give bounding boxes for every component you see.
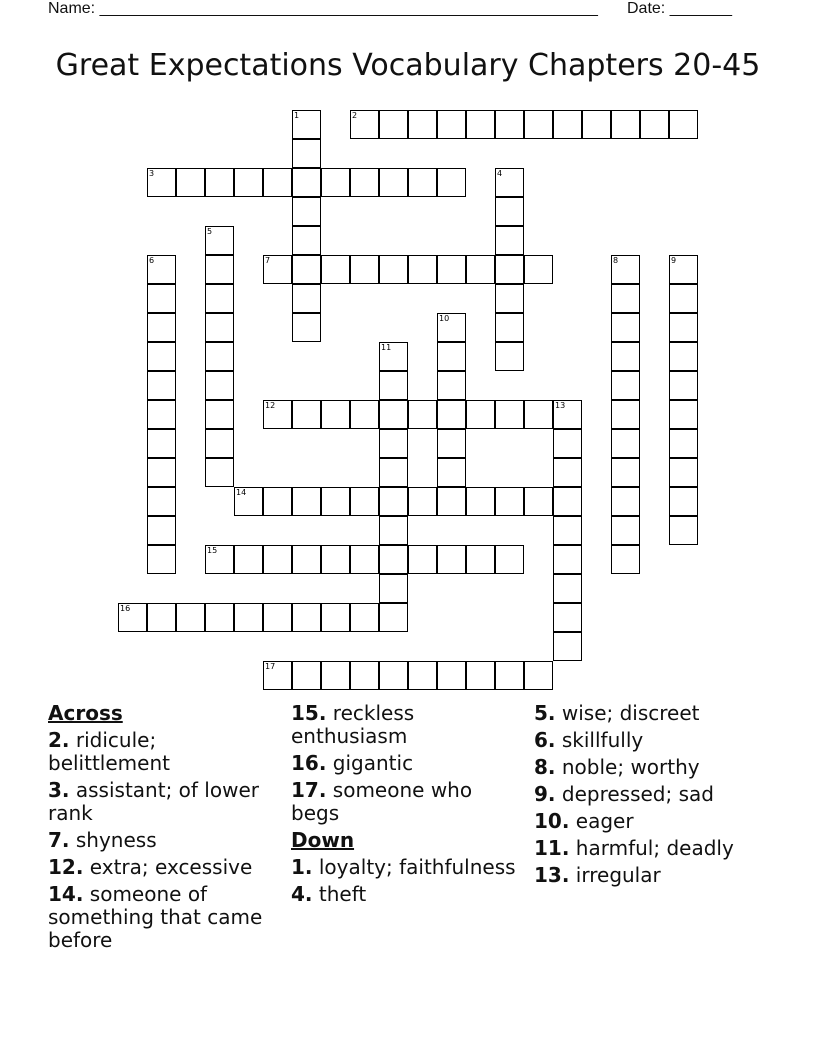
grid-cell[interactable] [147,371,176,400]
clue-across-3: 3. assistant; of lower rank [48,778,259,825]
grid-cell[interactable] [495,226,524,255]
grid-cell[interactable] [205,168,234,197]
grid-cell[interactable] [495,197,524,226]
grid-cell[interactable] [234,545,263,574]
grid-cell[interactable] [263,603,292,632]
grid-cell[interactable] [437,545,466,574]
grid-cell[interactable] [350,545,379,574]
across-heading: Across [48,701,123,725]
grid-cell[interactable] [495,661,524,690]
clue-number-label: 2 [352,111,358,120]
grid-cell[interactable] [611,545,640,574]
grid-cell[interactable] [553,545,582,574]
grid-cell[interactable] [495,284,524,313]
clue-down-9: 9. depressed; sad [534,782,714,806]
clues-column-2 [291,702,521,910]
grid-cell[interactable] [292,168,321,197]
grid-cell[interactable] [263,487,292,516]
grid-cell[interactable] [611,313,640,342]
grid-cell[interactable] [263,545,292,574]
grid-cell[interactable] [408,110,437,139]
clue-across-14: 14. someone of something that came before [48,882,263,952]
grid-cell[interactable] [495,487,524,516]
grid-cell[interactable] [553,429,582,458]
grid-cell[interactable] [147,545,176,574]
grid-cell[interactable] [176,603,205,632]
clue-number-label: 9 [671,256,677,265]
clue-number-label: 11 [381,343,392,352]
grid-cell[interactable] [321,603,350,632]
grid-cell[interactable] [379,110,408,139]
grid-cell[interactable] [611,429,640,458]
grid-cell[interactable] [205,429,234,458]
grid-cell[interactable] [466,400,495,429]
grid-cell[interactable] [466,545,495,574]
grid-cell[interactable] [466,255,495,284]
grid-cell[interactable] [147,458,176,487]
grid-cell[interactable] [437,429,466,458]
grid-cell[interactable] [147,284,176,313]
grid-cell[interactable] [640,110,669,139]
grid-cell[interactable] [408,168,437,197]
clue-number-label: 17 [265,662,276,671]
clues-column-3 [534,702,774,891]
grid-cell[interactable] [321,545,350,574]
clue-number-label: 13 [555,401,566,410]
grid-cell[interactable] [524,400,553,429]
grid-cell[interactable] [321,487,350,516]
grid-cell[interactable] [379,545,408,574]
grid-cell[interactable] [669,313,698,342]
grid-cell[interactable] [495,313,524,342]
grid-cell[interactable] [495,400,524,429]
clue-down-4: 4. theft [291,882,367,906]
clue-number-label: 8 [613,256,619,265]
grid-cell[interactable] [524,110,553,139]
grid-cell[interactable] [292,284,321,313]
grid-cell[interactable] [350,168,379,197]
grid-cell[interactable] [437,371,466,400]
clue-down-6: 6. skillfully [534,728,644,752]
grid-cell[interactable] [292,545,321,574]
name-field[interactable]: Name: ________________________________________________________ [48,0,598,17]
grid-cell[interactable] [292,661,321,690]
grid-cell[interactable] [524,487,553,516]
grid-cell[interactable] [292,603,321,632]
clue-number-label: 1 [294,111,300,120]
grid-cell[interactable] [176,168,205,197]
grid-cell[interactable] [611,516,640,545]
grid-cell[interactable] [553,110,582,139]
grid-cell[interactable] [669,342,698,371]
grid-cell[interactable] [292,197,321,226]
grid-cell[interactable] [437,661,466,690]
grid-cell[interactable] [437,168,466,197]
grid-cell[interactable] [669,487,698,516]
grid-cell[interactable] [611,458,640,487]
grid-cell[interactable] [553,458,582,487]
grid-cell[interactable] [379,429,408,458]
grid-cell[interactable] [524,661,553,690]
grid-cell[interactable] [379,516,408,545]
grid-cell[interactable] [350,255,379,284]
grid-cell[interactable] [408,545,437,574]
page-title: Great Expectations Vocabulary Chapters 20-45 [55,48,761,83]
grid-cell[interactable] [437,487,466,516]
grid-cell[interactable] [553,603,582,632]
grid-cell[interactable] [321,400,350,429]
grid-cell[interactable] [669,458,698,487]
grid-cell[interactable] [350,400,379,429]
grid-cell[interactable] [379,458,408,487]
grid-cell[interactable] [611,371,640,400]
grid-cell[interactable] [350,661,379,690]
clue-number-label: 7 [265,256,271,265]
grid-cell[interactable] [611,342,640,371]
clue-number-label: 4 [497,169,503,178]
grid-cell[interactable] [669,110,698,139]
clue-across-7: 7. shyness [48,828,157,852]
grid-cell[interactable] [263,168,292,197]
grid-cell[interactable] [147,487,176,516]
grid-cell[interactable] [379,661,408,690]
grid-cell[interactable] [292,313,321,342]
grid-cell[interactable] [147,342,176,371]
grid-cell[interactable] [553,516,582,545]
grid-cell[interactable] [147,429,176,458]
clue-down-10: 10. eager [534,809,634,833]
grid-cell[interactable] [408,661,437,690]
grid-cell[interactable] [321,168,350,197]
clue-down-1: 1. loyalty; faithfulness [291,855,516,879]
grid-cell[interactable] [379,574,408,603]
grid-cell[interactable] [495,342,524,371]
grid-cell[interactable] [379,371,408,400]
clues-column-1 [48,702,280,956]
grid-cell[interactable] [292,255,321,284]
clue-across-16: 16. gigantic [291,751,414,775]
grid-cell[interactable] [205,400,234,429]
grid-cell[interactable] [292,139,321,168]
clue-number-label: 6 [149,256,155,265]
grid-cell[interactable] [321,255,350,284]
clue-number-label: 10 [439,314,450,323]
grid-cell[interactable] [350,487,379,516]
grid-cell[interactable] [408,400,437,429]
grid-cell[interactable] [379,487,408,516]
grid-cell[interactable] [350,603,379,632]
grid-cell[interactable] [408,255,437,284]
grid-cell[interactable] [437,255,466,284]
grid-cell[interactable] [292,226,321,255]
clue-across-17: 17. someone who begs [291,778,473,825]
grid-cell[interactable] [669,284,698,313]
grid-cell[interactable] [205,342,234,371]
clue-down-5: 5. wise; discreet [534,701,700,725]
grid-cell[interactable] [408,487,437,516]
grid-cell[interactable] [205,371,234,400]
grid-cell[interactable] [495,255,524,284]
grid-cell[interactable] [437,400,466,429]
grid-cell[interactable] [437,458,466,487]
grid-cell[interactable] [524,255,553,284]
grid-cell[interactable] [205,313,234,342]
grid-cell[interactable] [466,661,495,690]
clue-across-15: 15. reckless enthusiasm [291,701,415,748]
grid-cell[interactable] [147,603,176,632]
grid-cell[interactable] [669,371,698,400]
date-field[interactable]: Date: _______ [627,0,732,17]
grid-cell[interactable] [553,574,582,603]
clue-across-2: 2. ridicule; belittlement [48,728,170,775]
clue-number-label: 15 [207,546,218,555]
grid-cell[interactable] [147,313,176,342]
grid-cell[interactable] [147,516,176,545]
grid-cell[interactable] [669,400,698,429]
grid-cell[interactable] [669,516,698,545]
grid-cell[interactable] [234,168,263,197]
grid-cell[interactable] [466,487,495,516]
grid-cell[interactable] [379,168,408,197]
grid-cell[interactable] [205,603,234,632]
grid-cell[interactable] [205,284,234,313]
grid-cell[interactable] [292,400,321,429]
grid-cell[interactable] [292,487,321,516]
grid-cell[interactable] [437,342,466,371]
grid-cell[interactable] [611,487,640,516]
grid-cell[interactable] [205,458,234,487]
grid-cell[interactable] [437,110,466,139]
grid-cell[interactable] [553,487,582,516]
grid-cell[interactable] [379,255,408,284]
clue-number-label: 5 [207,227,213,236]
grid-cell[interactable] [611,400,640,429]
clue-down-13: 13. irregular [534,863,661,887]
grid-cell[interactable] [611,110,640,139]
clue-number-label: 14 [236,488,247,497]
grid-cell[interactable] [379,603,408,632]
grid-cell[interactable] [321,661,350,690]
clue-down-8: 8. noble; worthy [534,755,700,779]
clue-number-label: 3 [149,169,155,178]
grid-cell[interactable] [379,400,408,429]
grid-cell[interactable] [669,429,698,458]
grid-cell[interactable] [495,110,524,139]
grid-cell[interactable] [553,632,582,661]
grid-cell[interactable] [495,545,524,574]
grid-cell[interactable] [234,603,263,632]
grid-cell[interactable] [205,255,234,284]
down-heading: Down [291,828,355,852]
grid-cell[interactable] [147,400,176,429]
clue-number-label: 12 [265,401,276,410]
clue-down-11: 11. harmful; deadly [534,836,734,860]
grid-cell[interactable] [582,110,611,139]
grid-cell[interactable] [611,284,640,313]
clue-across-12: 12. extra; excessive [48,855,253,879]
clue-number-label: 16 [120,604,131,613]
grid-cell[interactable] [466,110,495,139]
